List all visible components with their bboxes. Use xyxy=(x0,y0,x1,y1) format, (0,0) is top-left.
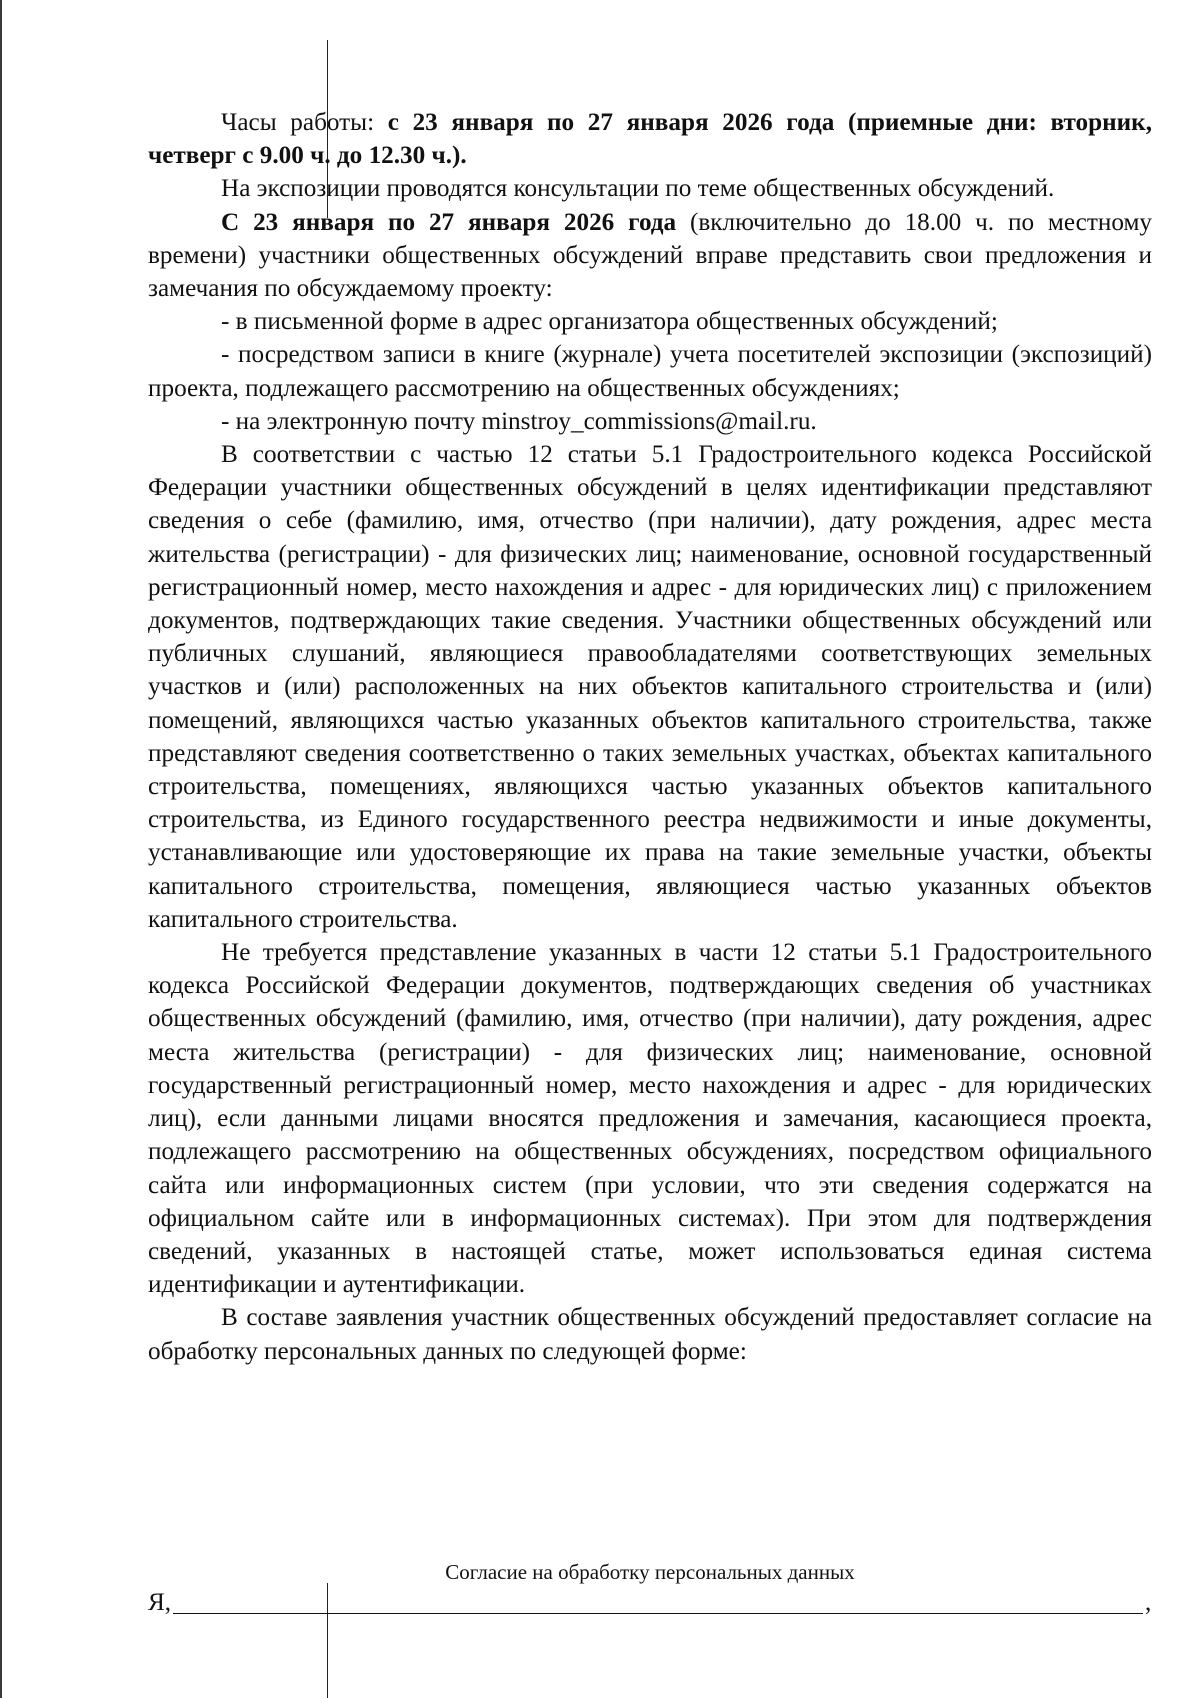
paragraph-consultations: На экспозиции проводятся консультации по теме общественных обсуждений. xyxy=(221,175,1055,203)
name-blank-line xyxy=(173,1613,1143,1614)
submission-dates: С 23 января по 27 января 2026 года xyxy=(221,208,677,236)
paragraph-exemption: Не требуется представление указанных в части 12 статьи 5.1 Градостроительного кодекса Российской Федерации документов, подтверждающих сведения об участниках общественных обсуждений (фамилию, имя, отчество (при наличии), дату рождения, адрес места жительства (регистрации) - для физических лиц; наименование, основной государственный регистрационный номер, место нахождения и адрес - для юридических лиц), если данными лицами вносятся предложения и замечания, касающиеся проекта, подлежащего рассмотрению на общественных обсуждениях, посредством официального сайта или информационных систем (при условии, что эти сведения содержатся на официальном сайте или в информационных системах). При этом для подтверждения сведений, указанных в настоящей статье, может использоваться единая система идентификации и аутентификации. xyxy=(148,939,1152,1299)
paragraph-identification: В соответствии с частью 12 статьи 5.1 Градостроительного кодекса Российской Федерации участники общественных обсуждений в целях идентификации представляют сведения о себе (фамилию, имя, отчество (при наличии), дату рождения, адрес места жительства (регистрации) - для физических лиц; наименование, основной государственный регистрационный номер, место нахождения и адрес - для юридических лиц) с приложением документов, подтверждающих такие сведения. Участники общественных обсуждений или публичных слушаний, являющиеся правообладателями соответствующих земельных участков и (или) расположенных на них объектов капитального строительства и (или) помещений, являющихся частью указанных объектов капитального строительства, также представляют сведения соответственно о таких земельных участках, объектах капитального строительства, помещениях, являющихся частью указанных объектов капитального строительства, из Единого государственного реестра недвижимости и иные документы, устанавливающие или удостоверяющие их права на такие земельные участки, объекты капитального строительства, помещения, являющиеся частью указанных объектов капитального строительства. xyxy=(148,441,1152,933)
list-item: - на электронную почту minstroy_commissions@mail.ru. xyxy=(221,407,817,435)
scan-edge xyxy=(0,0,2,1698)
list-item: - посредством записи в книге (журнале) учета посетителей экспозиции (экспозиций) проекта, подлежащего рассмотрению на общественных обсуждениях; xyxy=(148,341,1152,402)
document-body xyxy=(148,106,1152,1368)
consent-name-line xyxy=(148,1588,1152,1618)
hours-label: Часы работы: xyxy=(221,109,388,136)
list-item: - в письменной форме в адрес организатора общественных обсуждений; xyxy=(221,308,998,336)
consent-title: Согласие на обработку персональных данных xyxy=(445,1560,855,1584)
paragraph-hours xyxy=(148,106,1152,172)
paragraph-consent-intro: В составе заявления участник общественных обсуждений предоставляет согласие на обработку персональных данных по следующей форме: xyxy=(148,1304,1152,1365)
consent-suffix: , xyxy=(1145,1589,1152,1616)
hours-dates: с 23 января по 27 января 2026 года (приемные дни: вторник, четверг с 9.00 ч. до 12.30 ч.). xyxy=(148,109,1152,170)
submission-text: (включительно до 18.00 ч. по местному времени) участники общественных обсуждений вправе представить свои предложения и замечания по обсуждаемому проекту: xyxy=(148,208,1152,303)
paragraph-submission-period xyxy=(148,206,1152,306)
consent-prefix: Я, xyxy=(148,1589,172,1616)
